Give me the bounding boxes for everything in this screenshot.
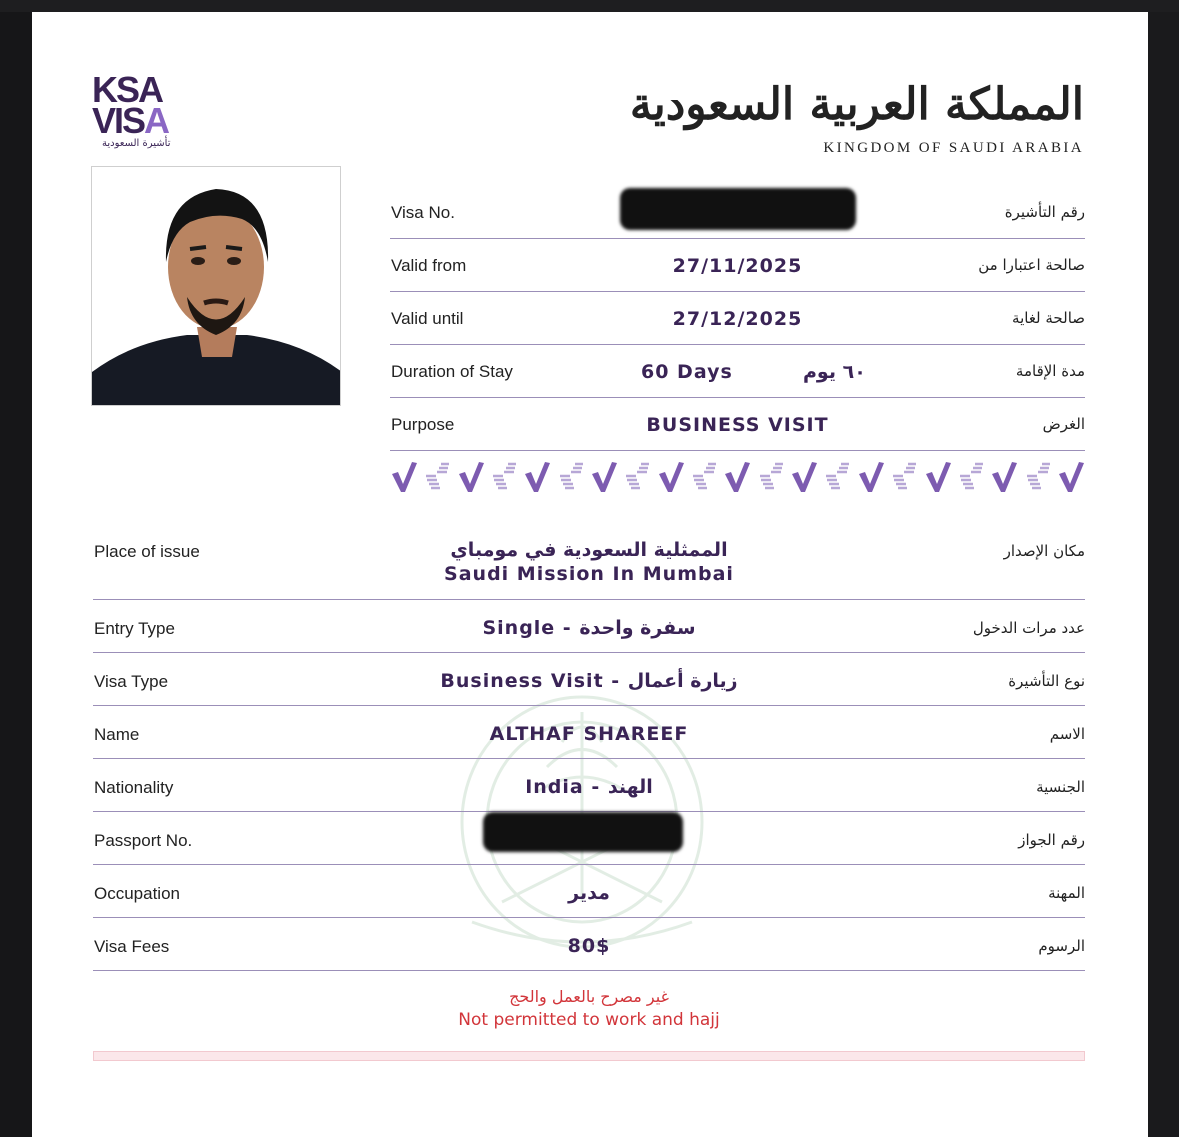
- purpose-label-ar: الغرض: [1042, 415, 1085, 433]
- occupation-value: مدير: [568, 882, 610, 904]
- nationality-label: Nationality: [94, 778, 174, 797]
- checkmark-icon: [924, 460, 952, 494]
- visa-fees-label-ar: الرسوم: [1038, 937, 1085, 955]
- notice-arabic: غير مصرح بالعمل والحج: [509, 987, 669, 1006]
- valid-until-row: [390, 292, 1085, 345]
- occupation-row: [93, 865, 1085, 918]
- applicant-photo: [91, 166, 341, 406]
- occupation-label: Occupation: [94, 884, 180, 903]
- footer-security-strip: [93, 1051, 1085, 1061]
- visa-fees-value: 80$: [567, 935, 611, 957]
- checkmark-icon: [757, 460, 785, 494]
- window-top-edge: [0, 0, 1179, 12]
- ksa-visa-logo: [92, 69, 212, 149]
- portrait-illustration: [92, 167, 341, 406]
- checkmark-icon: [790, 460, 818, 494]
- place-of-issue-label: Place of issue: [94, 542, 200, 561]
- passport-no-label: Passport No.: [94, 831, 193, 850]
- checkmark-icon: [1024, 460, 1052, 494]
- nationality-label-ar: الجنسية: [1036, 778, 1085, 796]
- entry-type-row: [93, 600, 1085, 653]
- checkmark-icon: [390, 460, 418, 494]
- passport-no-redaction: [483, 812, 683, 852]
- work-restriction-notice: [93, 987, 1085, 1030]
- duration-label-ar: مدة الإقامة: [1015, 362, 1085, 380]
- visa-document: [32, 12, 1148, 1137]
- checkmark-icon: [957, 460, 985, 494]
- purpose-label: Purpose: [391, 415, 455, 434]
- place-of-issue-value: [93, 538, 1085, 586]
- visa-type-row: [93, 653, 1085, 706]
- visa-fees-label: Visa Fees: [94, 937, 170, 956]
- kingdom-header: [630, 72, 1084, 157]
- checkmark-icon: [890, 460, 918, 494]
- checkmark-icon: [723, 460, 751, 494]
- visa-details-table: [93, 522, 1085, 971]
- checkmark-icon: [457, 460, 485, 494]
- entry-type-value: Single - سفرة واحدة: [482, 617, 696, 639]
- checkmark-icon: [1057, 460, 1085, 494]
- checkmark-icon: [857, 460, 885, 494]
- visa-type-label: Visa Type: [94, 672, 169, 691]
- entry-type-label-ar: عدد مرات الدخول: [972, 619, 1085, 637]
- checkmark-icon: [823, 460, 851, 494]
- right-dark-margin: [1148, 12, 1179, 1137]
- valid-until-value: 27/12/2025: [672, 308, 803, 330]
- duration-row: [390, 345, 1085, 398]
- visa-type-label-ar: نوع التأشيرة: [1008, 672, 1085, 690]
- checkmark-icon: [490, 460, 518, 494]
- notice-english: Not permitted to work and hajj: [458, 1010, 720, 1030]
- checkmark-icon: [657, 460, 685, 494]
- purpose-row: [390, 398, 1085, 451]
- visa-no-label-ar: رقم التأشيرة: [1004, 203, 1085, 221]
- checkmark-icon: [557, 460, 585, 494]
- valid-from-label: Valid from: [391, 256, 467, 275]
- valid-from-label-ar: صالحة اعتبارا من: [978, 256, 1085, 274]
- duration-value-en: 60 Days: [641, 361, 733, 383]
- name-label-ar: الاسم: [1049, 725, 1085, 743]
- checkmark-icon: [423, 460, 451, 494]
- place-of-issue-value-ar: الممثلية السعودية في مومباي: [450, 539, 728, 561]
- valid-until-label: Valid until: [391, 309, 464, 328]
- visa-summary-table: [390, 186, 1085, 451]
- checkmark-icon: [523, 460, 551, 494]
- place-of-issue-label-ar: مكان الإصدار: [1003, 542, 1085, 560]
- valid-from-value: 27/11/2025: [672, 255, 803, 277]
- passport-no-row: [93, 812, 1085, 865]
- logo-visa: VISA: [92, 100, 169, 141]
- name-row: [93, 706, 1085, 759]
- valid-from-row: [390, 239, 1085, 292]
- security-checkmark-band: [390, 460, 1085, 496]
- name-label: Name: [94, 725, 140, 744]
- occupation-label-ar: المهنة: [1048, 884, 1085, 902]
- visa-no-row: [390, 186, 1085, 239]
- visa-no-label: Visa No.: [391, 203, 455, 222]
- logo-ksa: KSA: [92, 69, 163, 110]
- checkmark-icon: [623, 460, 651, 494]
- duration-value-ar: ٦٠ يوم: [803, 361, 866, 383]
- place-of-issue-row: [93, 522, 1085, 600]
- visa-no-redaction: [620, 188, 856, 230]
- duration-label: Duration of Stay: [391, 362, 513, 381]
- place-of-issue-value-en: Saudi Mission In Mumbai: [444, 563, 734, 585]
- checkmark-icon: [690, 460, 718, 494]
- kingdom-english-title: KINGDOM OF SAUDI ARABIA: [823, 140, 1084, 156]
- passport-no-label-ar: رقم الجواز: [1018, 831, 1085, 849]
- entry-type-label: Entry Type: [94, 619, 175, 638]
- name-value: ALTHAF SHAREEF: [489, 723, 689, 745]
- checkmark-icon: [590, 460, 618, 494]
- checkmark-icon: [990, 460, 1018, 494]
- logo-arabic-caption: تأشيرة السعودية: [102, 138, 171, 149]
- purpose-value: BUSINESS VISIT: [646, 414, 829, 436]
- nationality-value: India - الهند: [525, 776, 653, 798]
- kingdom-arabic-calligraphy: المملكة العربية السعودية: [629, 79, 1084, 130]
- visa-fees-row: [93, 918, 1085, 971]
- nationality-row: [93, 759, 1085, 812]
- valid-until-label-ar: صالحة لغاية: [1012, 309, 1085, 327]
- visa-type-value: Business Visit - زيارة أعمال: [440, 670, 738, 692]
- left-dark-margin: [0, 12, 32, 1137]
